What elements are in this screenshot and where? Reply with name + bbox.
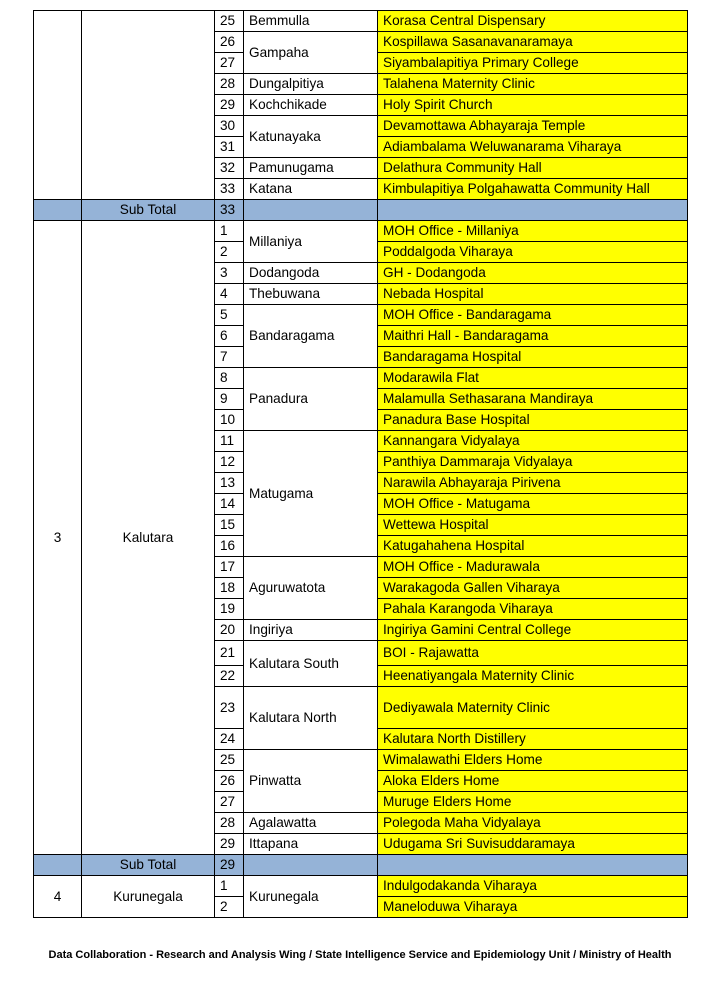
centre-location: Maithri Hall - Bandaragama <box>378 326 688 347</box>
centre-location: Delathura Community Hall <box>378 158 688 179</box>
subtotal-blank <box>34 200 82 221</box>
moh-area: Aguruwatota <box>244 557 378 620</box>
row-number: 27 <box>215 792 244 813</box>
centre-location: Udugama Sri Suvisuddaramaya <box>378 834 688 855</box>
subtotal-label: Sub Total <box>82 200 215 221</box>
centre-location: Modarawila Flat <box>378 368 688 389</box>
table-body <box>34 11 688 918</box>
row-number: 1 <box>215 876 244 897</box>
centre-location: Heenatiyangala Maternity Clinic <box>378 666 688 687</box>
district-cell: Kurunegala <box>82 876 215 918</box>
row-number: 23 <box>215 687 244 729</box>
table-row <box>34 221 688 242</box>
centre-location: Devamottawa Abhayaraja Temple <box>378 116 688 137</box>
row-number: 26 <box>215 32 244 53</box>
moh-area: Dungalpitiya <box>244 74 378 95</box>
table-row <box>34 876 688 897</box>
moh-area: Gampaha <box>244 32 378 74</box>
moh-area: Ittapana <box>244 834 378 855</box>
row-number: 10 <box>215 410 244 431</box>
table-row <box>34 11 688 32</box>
centre-location: Muruge Elders Home <box>378 792 688 813</box>
row-number: 20 <box>215 620 244 641</box>
moh-area: Pamunugama <box>244 158 378 179</box>
district-number-cell <box>34 11 82 200</box>
moh-area: Matugama <box>244 431 378 557</box>
subtotal-value: 29 <box>215 855 244 876</box>
moh-area: Kurunegala <box>244 876 378 918</box>
moh-area: Katunayaka <box>244 116 378 158</box>
row-number: 4 <box>215 284 244 305</box>
row-number: 33 <box>215 179 244 200</box>
row-number: 12 <box>215 452 244 473</box>
centre-location: Bandaragama Hospital <box>378 347 688 368</box>
moh-area: Agalawatta <box>244 813 378 834</box>
centre-location: Kospillawa Sasanavanaramaya <box>378 32 688 53</box>
centre-location: Polegoda Maha Vidyalaya <box>378 813 688 834</box>
row-number: 9 <box>215 389 244 410</box>
row-number: 19 <box>215 599 244 620</box>
row-number: 30 <box>215 116 244 137</box>
row-number: 32 <box>215 158 244 179</box>
centre-location: Maneloduwa Viharaya <box>378 897 688 918</box>
row-number: 17 <box>215 557 244 578</box>
moh-area: Ingiriya <box>244 620 378 641</box>
moh-area: Kalutara North <box>244 687 378 750</box>
centre-location: Talahena Maternity Clinic <box>378 74 688 95</box>
centre-location: MOH Office - Bandaragama <box>378 305 688 326</box>
row-number: 2 <box>215 897 244 918</box>
row-number: 2 <box>215 242 244 263</box>
centre-location: Adiambalama Weluwanarama Viharaya <box>378 137 688 158</box>
centre-location: GH - Dodangoda <box>378 263 688 284</box>
row-number: 6 <box>215 326 244 347</box>
row-number: 18 <box>215 578 244 599</box>
centre-location: Aloka Elders Home <box>378 771 688 792</box>
moh-area: Pinwatta <box>244 750 378 813</box>
subtotal-blank <box>34 855 82 876</box>
centre-location: Pahala Karangoda Viharaya <box>378 599 688 620</box>
moh-area: Kalutara South <box>244 641 378 687</box>
centre-location: BOI - Rajawatta <box>378 641 688 666</box>
centre-location: Ingiriya Gamini Central College <box>378 620 688 641</box>
moh-area: Kochchikade <box>244 95 378 116</box>
centre-location: Kannangara Vidyalaya <box>378 431 688 452</box>
centre-location: Panadura Base Hospital <box>378 410 688 431</box>
centre-location: Indulgodakanda Viharaya <box>378 876 688 897</box>
moh-area: Thebuwana <box>244 284 378 305</box>
subtotal-blank <box>244 855 378 876</box>
footer-credit: Data Collaboration - Research and Analysis Wing / State Intelligence Service and Epidemiology Unit / Ministry of Health <box>48 949 672 961</box>
subtotal-value: 33 <box>215 200 244 221</box>
row-number: 24 <box>215 729 244 750</box>
centre-location: Dediyawala Maternity Clinic <box>378 687 688 729</box>
centre-location: MOH Office - Madurawala <box>378 557 688 578</box>
row-number: 14 <box>215 494 244 515</box>
centre-location: Wettewa Hospital <box>378 515 688 536</box>
moh-area: Bemmulla <box>244 11 378 32</box>
moh-area: Dodangoda <box>244 263 378 284</box>
moh-area: Panadura <box>244 368 378 431</box>
centre-location: Siyambalapitiya Primary College <box>378 53 688 74</box>
subtotal-blank <box>378 200 688 221</box>
centre-location: Kimbulapitiya Polgahawatta Community Hall <box>378 179 688 200</box>
row-number: 3 <box>215 263 244 284</box>
row-number: 8 <box>215 368 244 389</box>
district-cell <box>82 11 215 200</box>
centre-location: Nebada Hospital <box>378 284 688 305</box>
row-number: 5 <box>215 305 244 326</box>
row-number: 29 <box>215 834 244 855</box>
moh-area: Katana <box>244 179 378 200</box>
centre-location: Warakagoda Gallen Viharaya <box>378 578 688 599</box>
centre-location: Malamulla Sethasarana Mandiraya <box>378 389 688 410</box>
centre-location: Holy Spirit Church <box>378 95 688 116</box>
row-number: 31 <box>215 137 244 158</box>
row-number: 15 <box>215 515 244 536</box>
vaccination-centres-table <box>33 10 688 918</box>
district-cell: Kalutara <box>82 221 215 855</box>
subtotal-row <box>34 855 688 876</box>
subtotal-row <box>34 200 688 221</box>
row-number: 21 <box>215 641 244 666</box>
centre-location: Panthiya Dammaraja Vidyalaya <box>378 452 688 473</box>
centre-location: Wimalawathi Elders Home <box>378 750 688 771</box>
centre-location: Kalutara North Distillery <box>378 729 688 750</box>
centre-location: MOH Office - Matugama <box>378 494 688 515</box>
row-number: 26 <box>215 771 244 792</box>
district-number-cell: 4 <box>34 876 82 918</box>
row-number: 25 <box>215 11 244 32</box>
centre-location: Poddalgoda Viharaya <box>378 242 688 263</box>
row-number: 29 <box>215 95 244 116</box>
row-number: 1 <box>215 221 244 242</box>
row-number: 28 <box>215 74 244 95</box>
subtotal-blank <box>378 855 688 876</box>
centre-location: MOH Office - Millaniya <box>378 221 688 242</box>
row-number: 7 <box>215 347 244 368</box>
moh-area: Bandaragama <box>244 305 378 368</box>
row-number: 27 <box>215 53 244 74</box>
row-number: 22 <box>215 666 244 687</box>
centre-location: Katugahahena Hospital <box>378 536 688 557</box>
district-number-cell: 3 <box>34 221 82 855</box>
centre-location: Korasa Central Dispensary <box>378 11 688 32</box>
moh-area: Millaniya <box>244 221 378 263</box>
row-number: 28 <box>215 813 244 834</box>
row-number: 16 <box>215 536 244 557</box>
centre-location: Narawila Abhayaraja Pirivena <box>378 473 688 494</box>
row-number: 11 <box>215 431 244 452</box>
row-number: 13 <box>215 473 244 494</box>
subtotal-label: Sub Total <box>82 855 215 876</box>
subtotal-blank <box>244 200 378 221</box>
row-number: 25 <box>215 750 244 771</box>
